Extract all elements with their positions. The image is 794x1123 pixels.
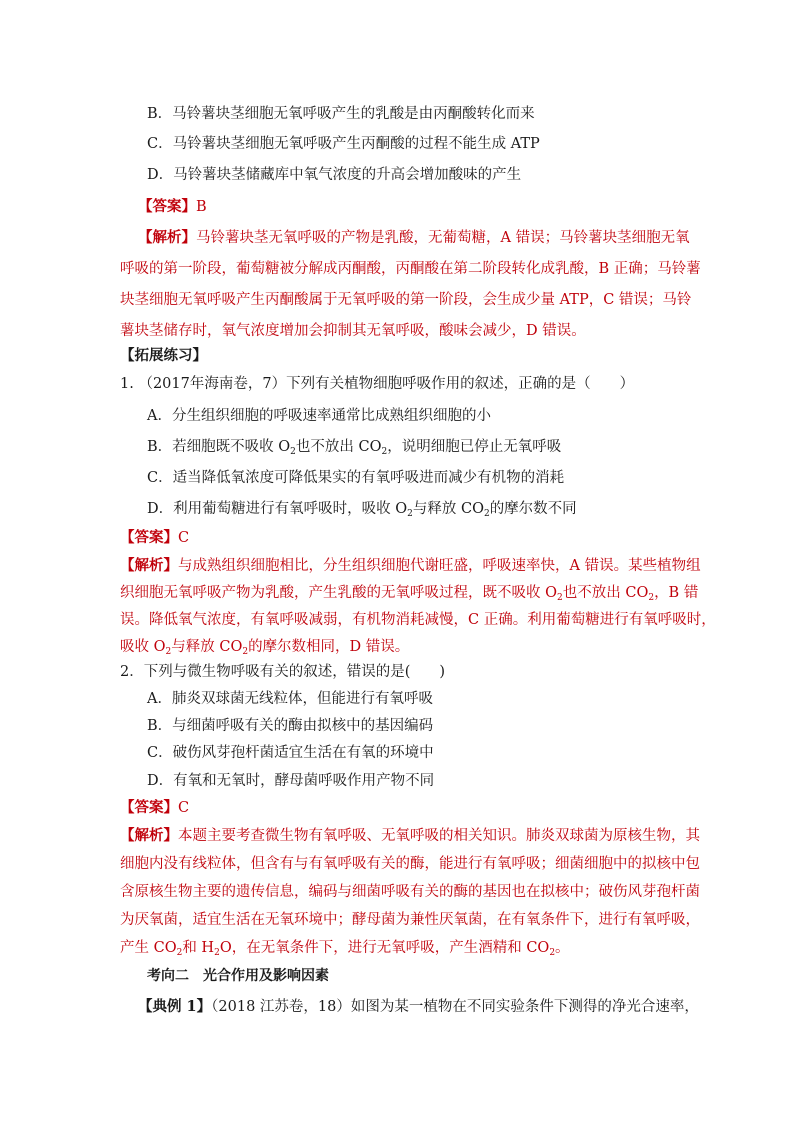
q2-option-c: C．破伤风芽孢杆菌适宜生活在有氧的环境中: [147, 745, 434, 761]
q2-analysis-line-4: 为厌氧菌，适宜生活在无氧环境中；酵母菌为兼性厌氧菌，在有氧条件下，进行有氧呼吸，: [120, 912, 700, 928]
q1-option-c: C．适当降低氧浓度可降低果实的有氧呼吸进而减少有机物的消耗: [147, 470, 565, 486]
analysis-line-4: 薯块茎储存时，氧气浓度增加会抑制其无氧呼吸，酸味会减少，D 错误。: [120, 323, 586, 339]
option-d: D．马铃薯块茎储藏库中氧气浓度的升高会增加酸味的产生: [147, 167, 522, 183]
option-c: C．马铃薯块茎细胞无氧呼吸产生丙酮酸的过程不能生成 ATP: [147, 136, 540, 152]
q2-analysis-line-1: 【解析】本题主要考查微生物有氧呼吸、无氧呼吸的相关知识。肺炎双球菌为原核生物，其: [120, 827, 700, 844]
analysis-line-1: [138, 228, 690, 248]
option-b: B．马铃薯块茎细胞无氧呼吸产生的乳酸是由丙酮酸转化而来: [147, 106, 535, 122]
q2-analysis-line-3: 含原核生物主要的遗传信息，编码与细菌呼吸有关的酶的基因也在拟核中；破伤风芽孢杆菌: [120, 884, 700, 900]
q1-option-a: A．分生组织细胞的呼吸速率通常比成熟组织细胞的小: [147, 408, 491, 424]
example-text: （2018 江苏卷，18）如图为某一植物在不同实验条件下测得的净光合速率，: [211, 999, 699, 1015]
q2-answer-value: C: [178, 800, 190, 816]
q1-option-b: B．若细胞既不吸收 $O_2$也不放出 $CO_2$，说明细胞已停止无氧呼吸: [147, 439, 562, 457]
analysis-label: 【解析】: [138, 229, 196, 246]
q1-answer-line: [120, 528, 189, 548]
analysis-line-2: 呼吸的第一阶段，葡萄糖被分解成丙酮酸，丙酮酸在第二阶段转化成乳酸，B 正确；马铃薯: [120, 261, 701, 277]
q2-option-b: B．与细菌呼吸有关的酶由拟核中的基因编码: [147, 718, 434, 734]
answer-line: [138, 197, 207, 217]
question-1-stem: 1. （2017年海南卷，7）下列有关植物细胞呼吸作用的叙述，正确的是（ ）: [120, 376, 635, 392]
example-label: 【典例 1】: [138, 998, 212, 1015]
q2-analysis-line-2: 细胞内没有线粒体，但含有与有氧呼吸有关的酶，能进行有氧呼吸；细菌细胞中的拟核中包: [120, 856, 700, 872]
analysis-text: 马铃薯块茎无氧呼吸的产物是乳酸，无葡萄糖，A 错误；马铃薯块茎细胞无氧: [196, 230, 690, 246]
q1-analysis-line-3: 误。降低氧气浓度，有氧呼吸减弱，有机物消耗减慢，C 正确。利用葡萄糖进行有氧呼吸时，: [120, 612, 716, 628]
q2-analysis-line-5: 产生 $CO_2$和 $H_2O$，在无氧条件下，进行无氧呼吸，产生酒精和 $CO_2$。: [120, 940, 570, 958]
analysis-line-3: 块茎细胞无氧呼吸产生丙酮酸属于无氧呼吸的第一阶段，会生成少量 ATP，C 错误；马铃: [120, 292, 692, 308]
q2-answer-line: [120, 798, 189, 818]
example-1-line: [138, 997, 699, 1017]
q1-analysis-label: 【解析】: [120, 557, 178, 574]
heading-kaoxiang-2: 考向二 光合作用及影响因素: [147, 968, 329, 984]
q2-option-d: D．有氧和无氧时，酵母菌呼吸作用产物不同: [147, 773, 435, 789]
q1-answer-value: C: [178, 530, 190, 546]
q2-analysis-label: 【解析】: [120, 827, 178, 844]
question-2-stem: 2．下列与微生物呼吸有关的叙述，错误的是( ): [120, 664, 446, 680]
q1-analysis-line-1: 【解析】与成熟组织细胞相比，分生组织细胞代谢旺盛，呼吸速率快，A 错误。某些植物组: [120, 557, 701, 574]
section-title: 【拓展练习】: [120, 347, 207, 364]
q1-analysis-line-4: 吸收 $O_2$与释放 $CO_2$的摩尔数相同，D 错误。: [120, 639, 410, 657]
answer-value: B: [196, 199, 207, 215]
q1-option-d: D．利用葡萄糖进行有氧呼吸时，吸收 $O_2$与释放 $CO_2$的摩尔数不同: [147, 501, 577, 519]
answer-label: 【答案】: [138, 198, 196, 215]
q2-option-a: A．肺炎双球菌无线粒体，但能进行有氧呼吸: [147, 691, 433, 707]
q1-analysis-line-2: 织细胞无氧呼吸产物为乳酸，产生乳酸的无氧呼吸过程，既不吸收 $O_2$也不放出 $CO_2$，B 错: [120, 585, 699, 603]
q2-answer-label: 【答案】: [120, 799, 178, 816]
q1-answer-label: 【答案】: [120, 529, 178, 546]
